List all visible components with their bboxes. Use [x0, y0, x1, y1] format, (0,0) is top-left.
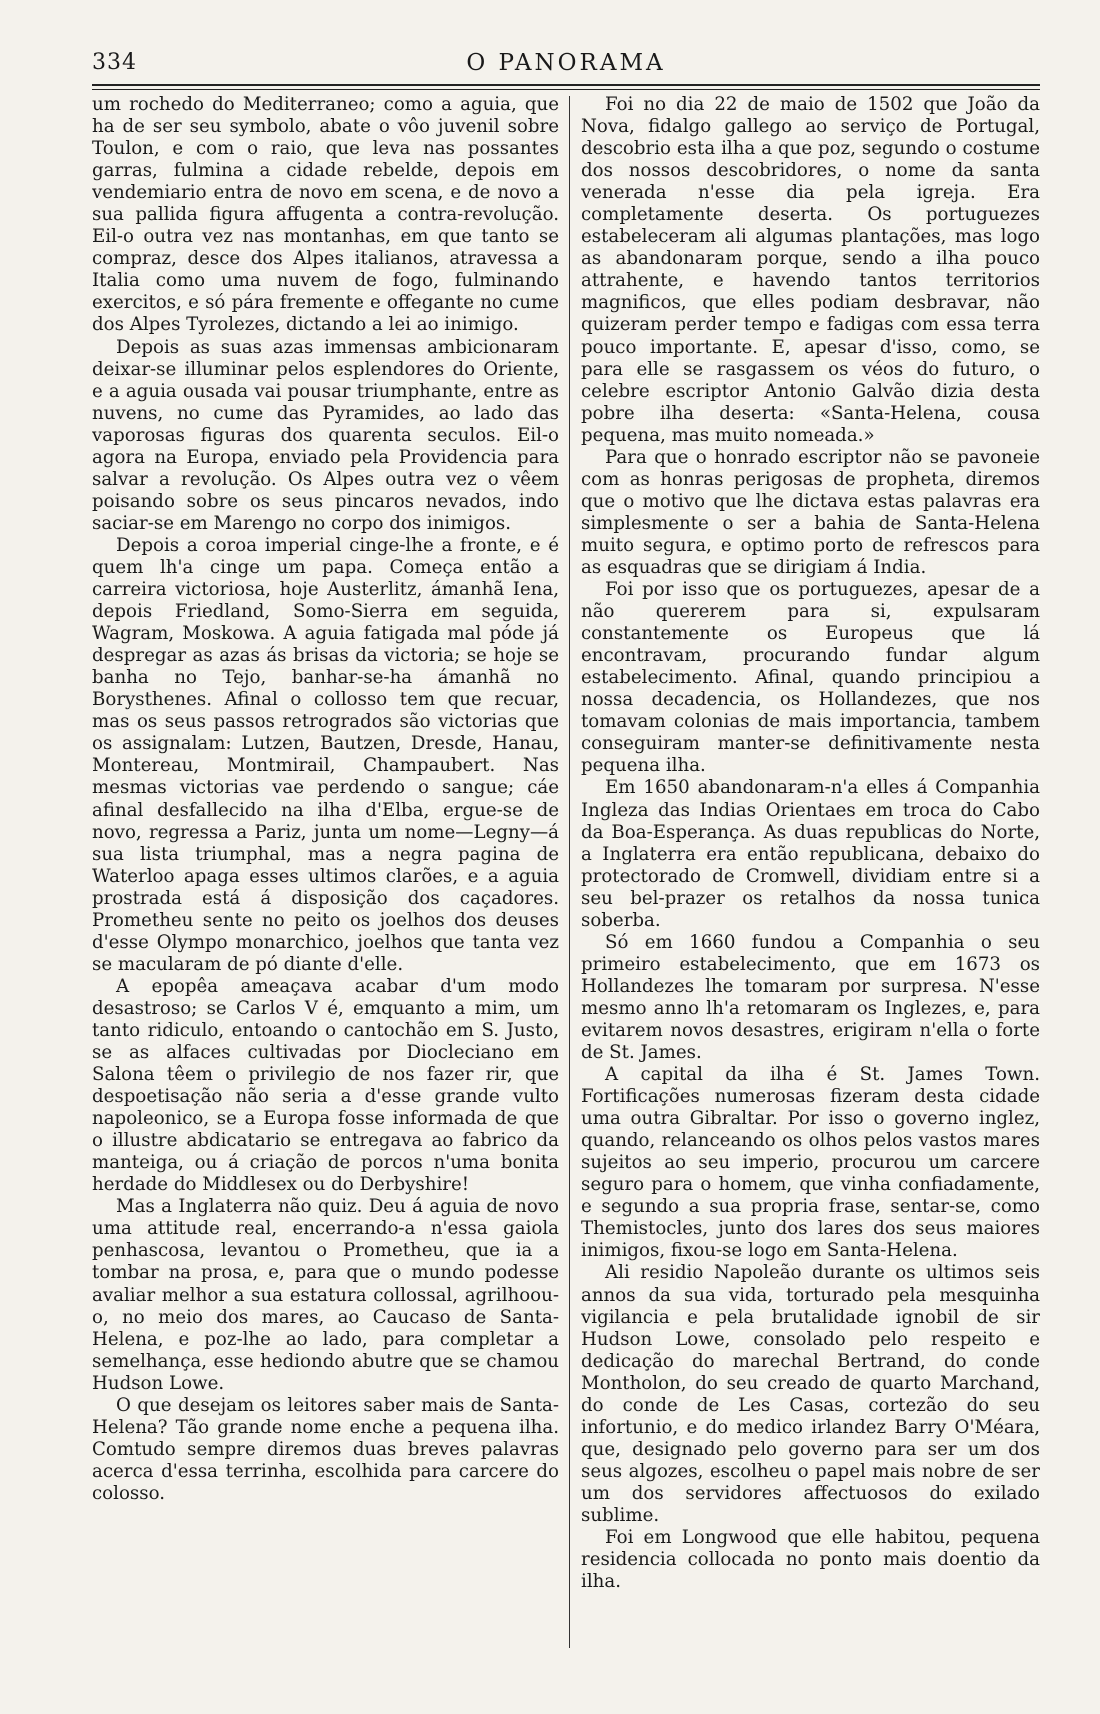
paragraph: Ali residio Napoleão durante os ultimos seis annos da sua vida, torturado pela mesquinha vigilancia e pela brutalidade ignobil de sir Hudson Lowe, consolado pelo respeito e dedicação do marechal Bertrand, do conde Montholon, do seu creado de quarto Marchand, do conde de Les Casas, cortezão do seu infortunio, e do medico irlandez Barry O'Méara, que, designado pelo governo para ser um dos seus algozes, escolheu o papel mais nobre de ser um dos servidores affectuosos do exilado sublime.	[581, 1262, 1040, 1526]
header-rule	[92, 84, 1040, 86]
paragraph: Para que o honrado escriptor não se pavoneie com as honras perigosas de propheta, diremos que o motivo que lhe dictava estas palavras era simplesmente o ser a bahia de Santa-Helena muito segura, e optimo porto de refrescos para as esquadras que se dirigiam á India.	[581, 446, 1040, 578]
page-header	[92, 46, 1040, 86]
publication-title: O PANORAMA	[466, 50, 666, 76]
paragraph: A epopêa ameaçava acabar d'um modo desastroso; se Carlos V é, emquanto a mim, um tanto ridiculo, entoando o cantochão em S. Justo, se as alfaces cultivadas por Diocleciano em Salona têem o privilegio de nos fazer rir, que despoetisação não seria a d'esse grande vulto napoleonico, se a Europa fosse informada de que o illustre abdicatario se entregava ao fabrico da manteiga, ou á criação de porcos n'uma bonita herdade do Middlesex ou do Derbyshire!	[92, 975, 559, 1196]
paragraph: Foi em Longwood que elle habitou, pequena residencia collocada no ponto mais doentio da ilha.	[581, 1527, 1040, 1593]
paragraph: Foi por isso que os portuguezes, apesar de a não quererem para si, expulsaram constantemente os Europeus que lá encontravam, procurando fundar algum estabelecimento. Afinal, quando principiou a nossa decadencia, os Hollandezes, que nos tomavam colonias de mais importancia, tambem conseguiram manter-se definitivamente nesta pequena ilha.	[581, 579, 1040, 777]
header-rule-thin	[92, 89, 1040, 90]
paragraph: Depois as suas azas immensas ambicionaram deixar-se illuminar pelos esplendores do Oriente, e a aguia ousada vai pousar triumphante, entre as nuvens, no cume das Pyramides, ao lado das vaporosas figuras dos quarenta seculos. Eil-o agora na Europa, enviado pela Providencia para salvar a revolução. Os Alpes outra vez o vêem poisando sobre os seus pincaros nevados, indo saciar-se em Marengo no corpo dos inimigos.	[92, 336, 559, 534]
column-divider	[569, 96, 570, 1648]
paragraph: Depois a coroa imperial cinge-lhe a fronte, e é quem lh'a cinge um papa. Começa então a carreira victoriosa, hoje Austerlitz, ámanhã Iena, depois Friedland, Somo-Sierra em seguida, Wagram, Moskowa. A aguia fatigada mal póde já despregar as azas ás brisas da victoria; se hoje se banha no Tejo, banhar-se-ha ámanhã no Borysthenes. Afinal o collosso tem que recuar, mas os seus passos retrogrados são victorias que os assignalam: Lutzen, Bautzen, Dresde, Hanau, Montereau, Montmirail, Champaubert. Nas mesmas victorias vae perdendo o sangue; cáe afinal desfallecido na ilha d'Elba, ergue-se de novo, regressa a Pariz, junta um nome—Legny—á sua lista triumphal, mas a negra pagina de Waterloo apaga esses ultimos clarões, e a aguia prostrada está á disposição dos caçadores. Prometheu sente no peito os joelhos dos deuses d'esse Olympo monarchico, joelhos que tanta vez se macularam de pó diante d'elle.	[92, 534, 559, 975]
right-column	[581, 94, 1040, 1644]
paragraph: O que desejam os leitores saber mais de Santa-Helena? Tão grande nome enche a pequena ilha. Comtudo sempre diremos duas breves palavras acerca d'essa terrinha, escolhida para carcere do colosso.	[92, 1394, 559, 1504]
paragraph: A capital da ilha é St. James Town. Fortificações numerosas fizeram desta cidade uma outra Gibraltar. Por isso o governo inglez, quando, relanceando os olhos pelos vastos mares sujeitos ao seu imperio, procurou um carcere seguro para o homem, que vinha confiadamente, e segundo a sua propria frase, sentar-se, como Themistocles, junto dos lares dos seus maiores inimigos, fixou-se logo em Santa-Helena.	[581, 1064, 1040, 1262]
page-number: 334	[92, 50, 137, 75]
paragraph: Só em 1660 fundou a Companhia o seu primeiro estabelecimento, que em 1673 os Hollandezes lhe tomaram por surpresa. N'esse mesmo anno lh'a retomaram os Inglezes, e, para evitarem novos desastres, erigiram n'ella o forte de St. James.	[581, 931, 1040, 1064]
paragraph: Mas a Inglaterra não quiz. Deu á aguia de novo uma attitude real, encerrando-a n'essa gaiola penhascosa, levantou o Prometheu, que ia a tombar na prosa, e, para que o mundo podesse avaliar melhor a sua estatura collossal, agrilhoou-o, no meio dos mares, ao Caucaso de Santa-Helena, e poz-lhe ao lado, para completar a semelhança, esse hediondo abutre que se chamou Hudson Lowe.	[92, 1196, 559, 1394]
left-column	[92, 94, 559, 1644]
paragraph: um rochedo do Mediterraneo; como a aguia, que ha de ser seu symbolo, abate o vôo juvenil sobre Toulon, e com o raio, que leva nas possantes garras, fulmina a cidade rebelde, depois em vendemiario entra de novo em scena, e de novo a sua pallida figura affugenta a contra-revolução. Eil-o outra vez nas montanhas, em que tanto se compraz, desce dos Alpes italianos, atravessa a Italia como uma nuvem de fogo, fulminando exercitos, e só pára fremente e offegante no cume dos Alpes Tyrolezes, dictando a lei ao inimigo.	[92, 94, 559, 336]
paragraph: Em 1650 abandonaram-n'a elles á Companhia Ingleza das Indias Orientaes em troca do Cabo da Boa-Esperança. As duas republicas do Norte, a Inglaterra era então republicana, debaixo do protectorado de Cromwell, dividiam entre si a seu bel-prazer os retalhos da nossa tunica soberba.	[581, 777, 1040, 931]
paragraph: Foi no dia 22 de maio de 1502 que João da Nova, fidalgo gallego ao serviço de Portugal, descobrio esta ilha a que poz, segundo o costume dos nossos descobridores, o nome da santa venerada n'esse dia pela igreja. Era completamente deserta. Os portuguezes estabeleceram ali algumas plantações, mas logo as abandonaram porque, sendo a ilha pouco attrahente, e havendo tantos territorios magnificos, que elles podiam desbravar, não quizeram perder tempo e fadigas com essa terra pouco importante. E, apesar d'isso, como, se para elle se rasgassem os véos do futuro, o celebre escriptor Antonio Galvão dizia desta pobre ilha deserta: «Santa-Helena, cousa pequena, mas muito nomeada.»	[581, 94, 1040, 446]
